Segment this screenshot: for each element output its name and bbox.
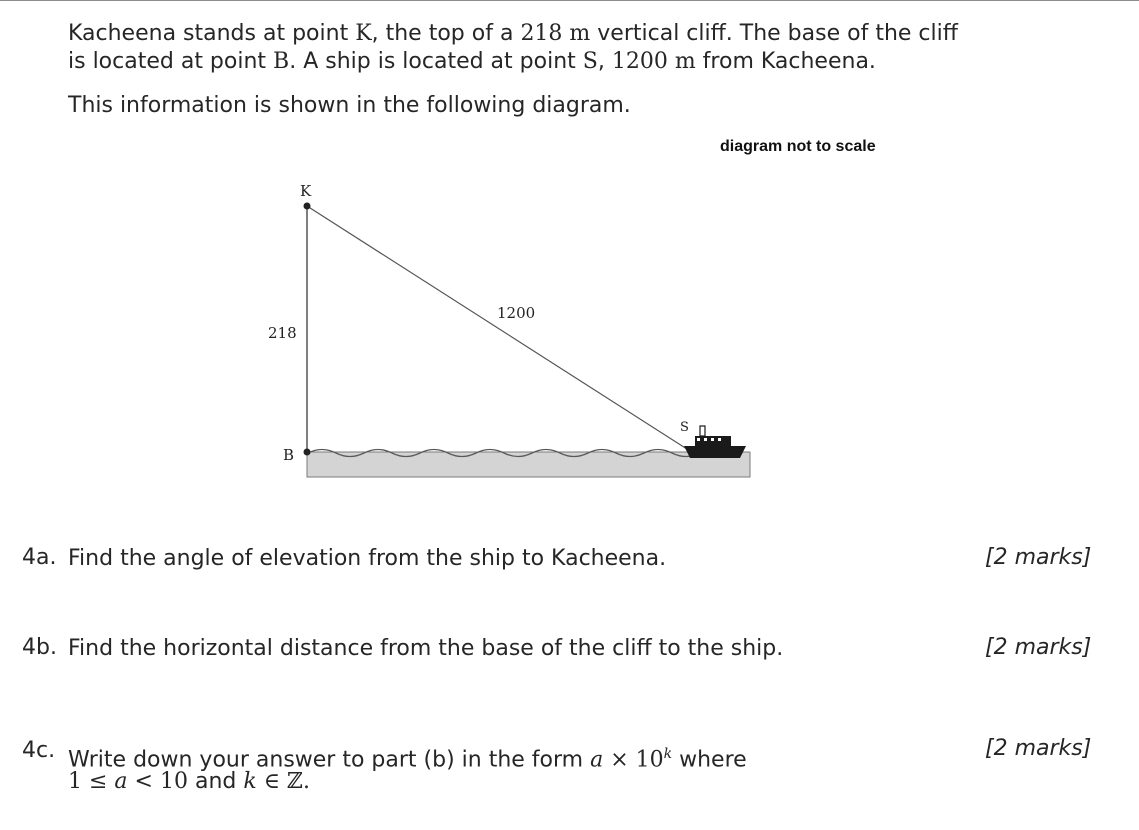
label-k: K: [300, 182, 312, 200]
sight-line: [307, 206, 690, 451]
question-number: 4a.: [22, 545, 57, 570]
question-number: 4c.: [22, 738, 56, 763]
intro-text: , the top of a: [371, 21, 521, 46]
label-b: B: [283, 446, 295, 464]
marks-label: [2 marks]: [985, 545, 1092, 570]
math-text: ∈ ℤ.: [256, 769, 311, 794]
question-text: Find the horizontal distance from the base of the cliff to the ship.: [68, 636, 784, 661]
question-text: Find the angle of elevation from the ship to Kacheena.: [68, 546, 667, 571]
question-text: where: [672, 747, 747, 773]
intro-text: . A ship is located at point: [289, 49, 583, 74]
marks-label: [2 marks]: [985, 635, 1092, 660]
intro-text: vertical cliff. The base of the cliff: [590, 21, 958, 46]
question-number: 4b.: [22, 635, 57, 660]
intro-text: Kacheena stands at point: [68, 21, 356, 46]
question-text: and: [187, 769, 244, 794]
intro-text: ,: [597, 49, 612, 74]
math-var-a: a: [590, 747, 604, 773]
intro-text: is located at point: [68, 49, 274, 74]
distance-ref: 1200 m: [611, 49, 696, 74]
marks-label: [2 marks]: [985, 736, 1092, 761]
intro-line-3: This information is shown in the following diagram.: [68, 93, 631, 118]
point-k-ref: K: [355, 21, 372, 46]
label-s: S: [680, 420, 689, 435]
point-s-ref: S: [582, 49, 598, 74]
point-b: [304, 449, 311, 456]
cliff-height-ref: 218 m: [520, 21, 591, 46]
math-times: × 10: [603, 747, 664, 773]
question-text: Write down your answer to part (b) in the form: [68, 747, 591, 773]
question-text-line-2: [68, 768, 310, 796]
math-var-a: a: [114, 769, 128, 794]
diagram-note: diagram not to scale: [720, 138, 876, 155]
intro-text: from Kacheena.: [695, 49, 876, 74]
math-exponent: k: [663, 746, 673, 762]
label-height: 218: [268, 324, 297, 342]
math-var-k: k: [243, 769, 257, 794]
ship-icon: [684, 426, 746, 458]
point-k: [304, 203, 311, 210]
label-hypotenuse: 1200: [497, 304, 536, 322]
point-b-ref: B: [273, 49, 290, 74]
math-text: < 10: [127, 769, 188, 794]
math-text: 1 ≤: [68, 769, 115, 794]
